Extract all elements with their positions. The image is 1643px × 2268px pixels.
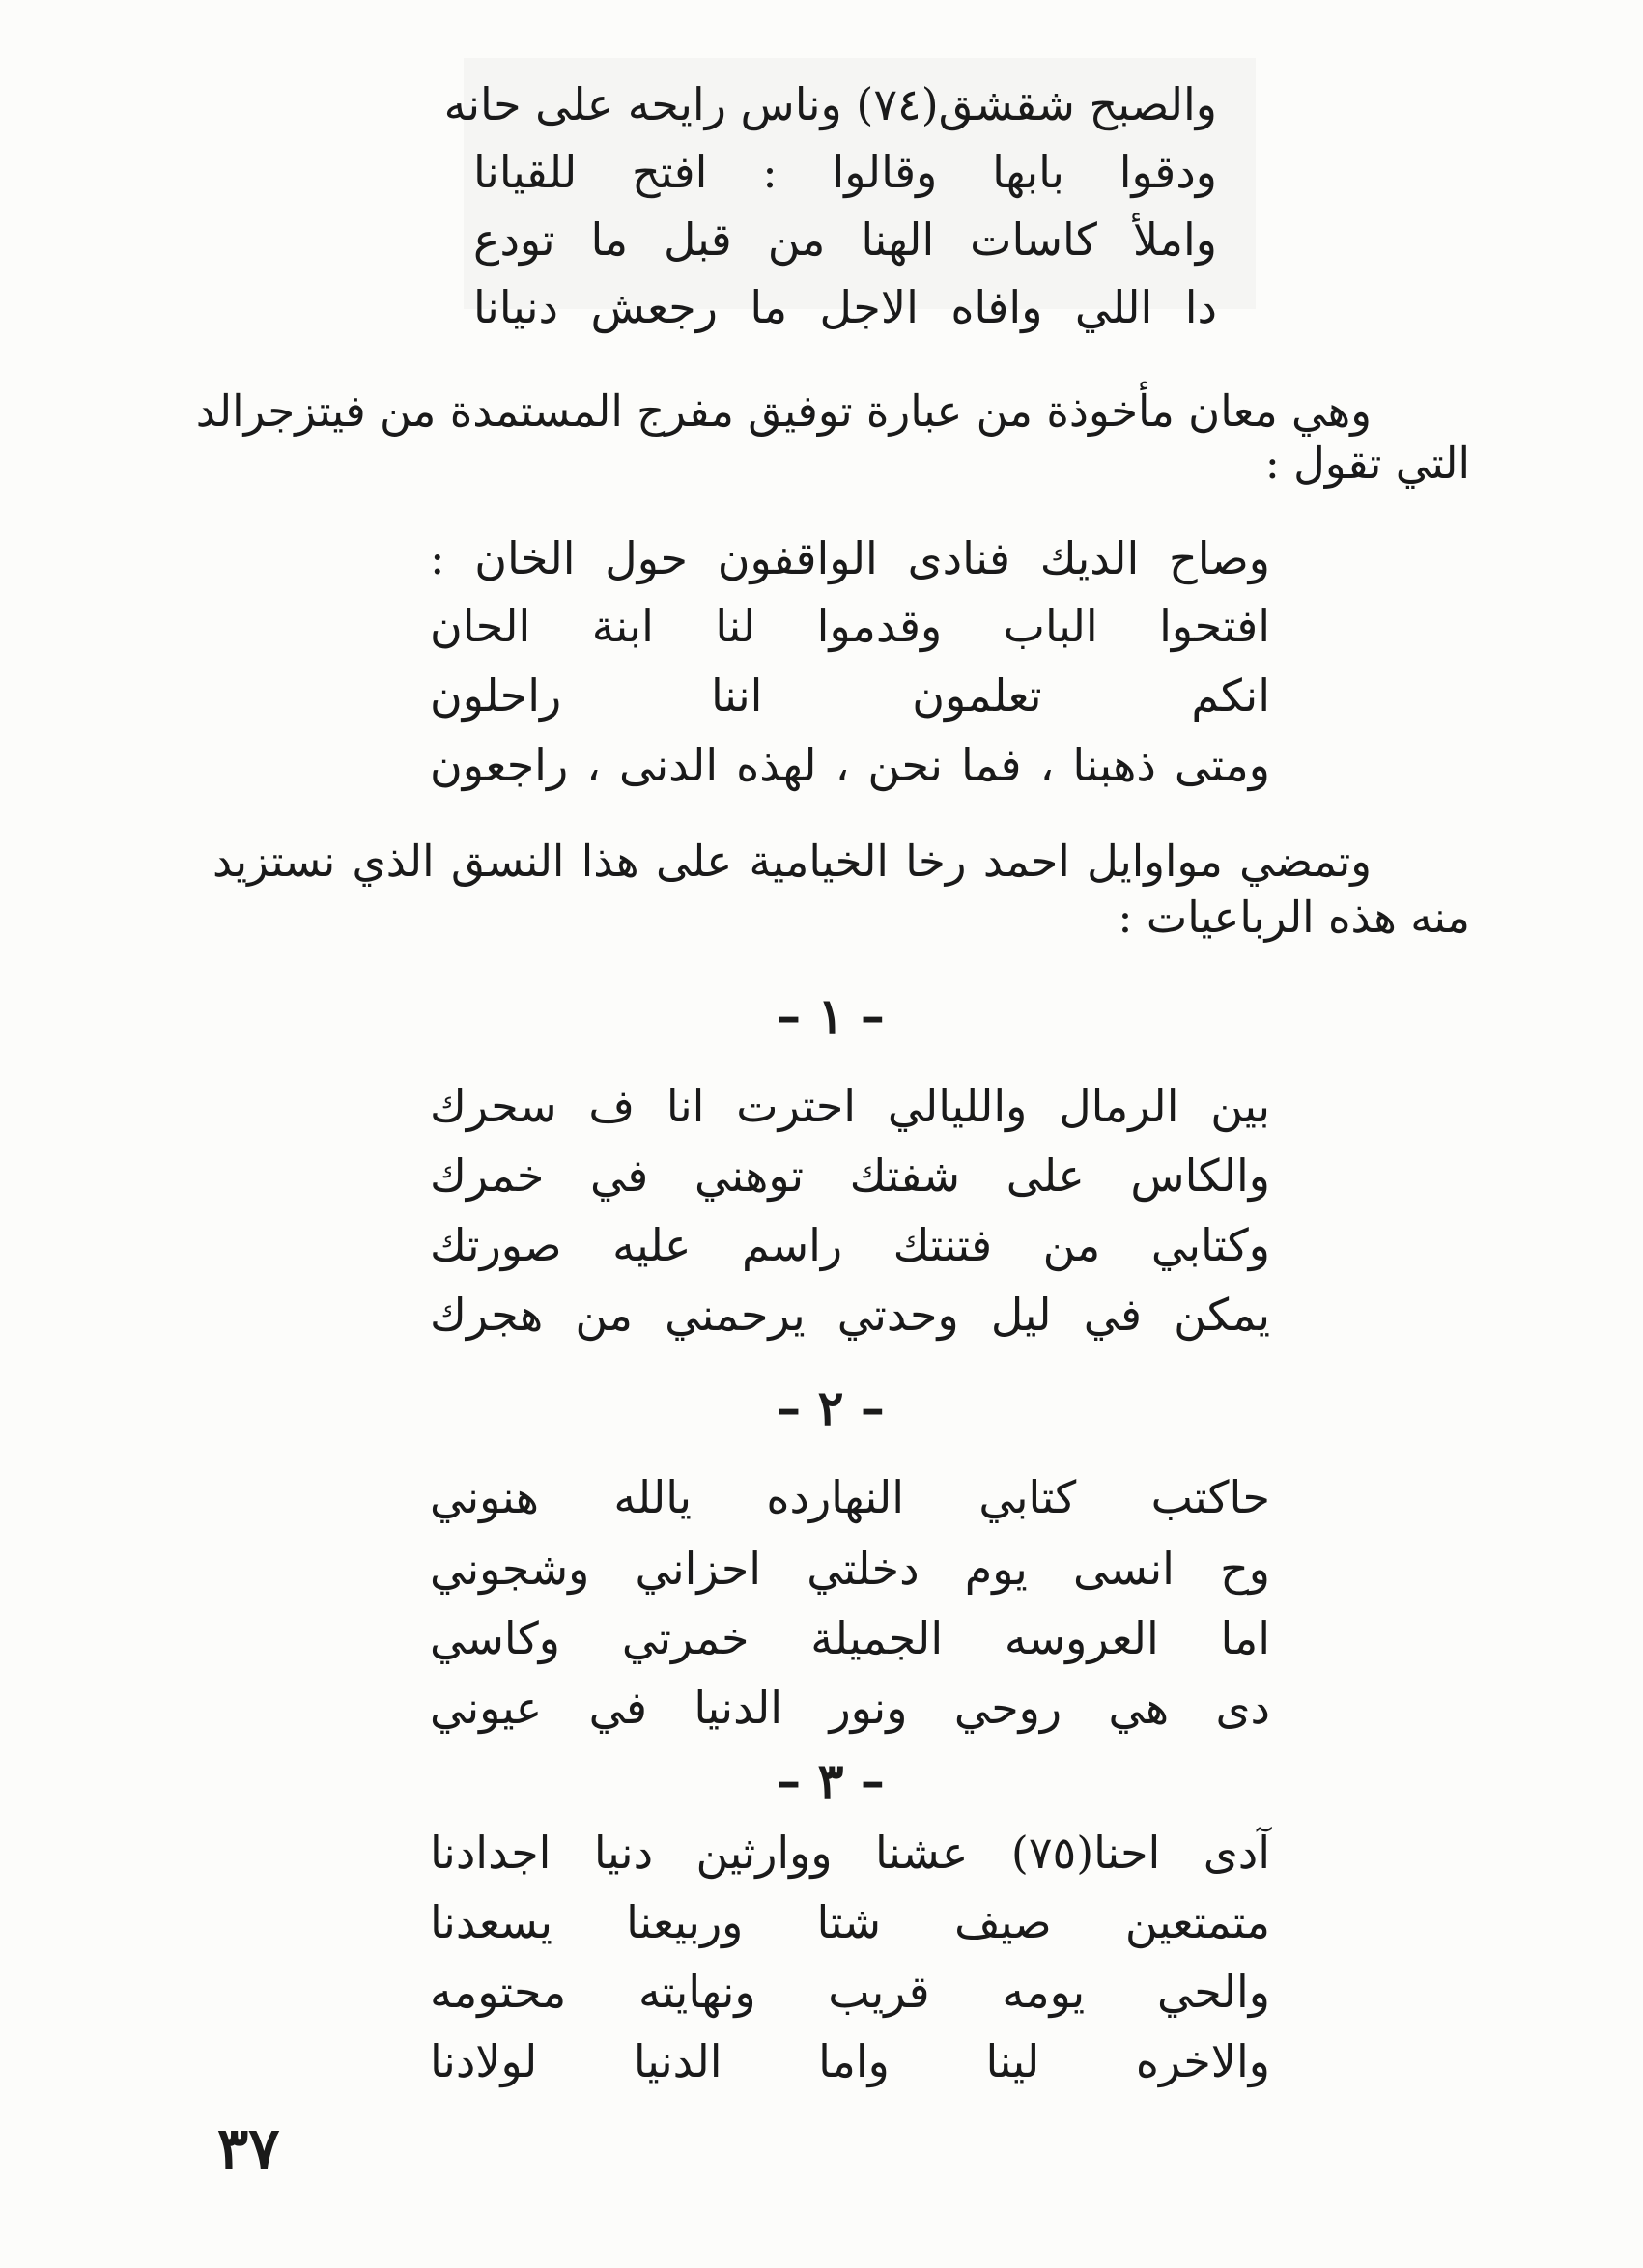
page-number: ٣٧ — [217, 2115, 280, 2183]
section-3-line-4: والاخره لينا واما الدنيا لولادنا — [430, 2035, 1270, 2087]
section-2-number: – ٢ – — [777, 1379, 885, 1436]
section-1-line-4: يمكن في ليل وحدتي يرحمني من هجرك — [430, 1289, 1270, 1341]
section-1-line-2: والكاس على شفتك توهني في خمرك — [430, 1149, 1270, 1202]
paragraph-1-line-1: وهي معان مأخوذة من عبارة توفيق مفرج المستمدة من فيتزجرالد — [195, 385, 1372, 437]
stanza-a-line-3: واملأ كاسات الهنا من قبل ما تودع — [473, 213, 1217, 266]
stanza-b-line-1: وصاح الديك فنادى الواقفون حول الخان : — [430, 532, 1270, 584]
section-1-number: – ١ – — [777, 987, 885, 1044]
section-3-number: – ٣ – — [777, 1752, 885, 1809]
stanza-b-line-2: افتحوا الباب وقدموا لنا ابنة الحان — [430, 600, 1270, 652]
stanza-a-line-4: دا اللي وافاه الاجل ما رجعش دنيانا — [473, 281, 1217, 333]
section-1-line-3: وكتابي من فتنتك راسم عليه صورتك — [430, 1219, 1270, 1271]
section-2-line-4: دى هي روحي ونور الدنيا في عيوني — [430, 1682, 1270, 1734]
section-2-line-3: اما العروسه الجميلة خمرتي وكاسي — [430, 1612, 1270, 1664]
paragraph-2-line-1: وتمضي مواوايل احمد رخا الخيامية على هذا النسق الذي نستزيد — [212, 836, 1372, 887]
section-2-line-2: وح انسى يوم دخلتي احزاني وشجوني — [430, 1543, 1270, 1595]
stanza-b-line-4: ومتى ذهبنا ، فما نحن ، لهذه الدنى ، راجعون — [430, 739, 1270, 791]
section-2-line-1: حاكتب كتابي النهارده يالله هنوني — [430, 1471, 1270, 1523]
stanza-b-line-3: انكم تعلمون اننا راحلون — [430, 669, 1270, 722]
section-3-line-2: متمتعين صيف شتا وربيعنا يسعدنا — [430, 1896, 1270, 1948]
section-1-line-1: بين الرمال والليالي احترت انا ف سحرك — [430, 1080, 1270, 1132]
section-3-line-3: والحي يومه قريب ونهايته محتومه — [430, 1966, 1270, 2018]
paragraph-1-line-2: التي تقول : — [1264, 438, 1470, 489]
stanza-a-line-1: والصبح شقشق(٧٤) وناس رايحه على حانه — [443, 78, 1217, 130]
section-3-line-1: آدى احنا(٧٥) عشنا ووارثين دنيا اجدادنا — [430, 1827, 1270, 1879]
stanza-a-line-2: ودقوا بابها وقالوا : افتح للقيانا — [473, 146, 1217, 198]
paragraph-2-line-2: منه هذه الرباعيات : — [1118, 892, 1470, 943]
